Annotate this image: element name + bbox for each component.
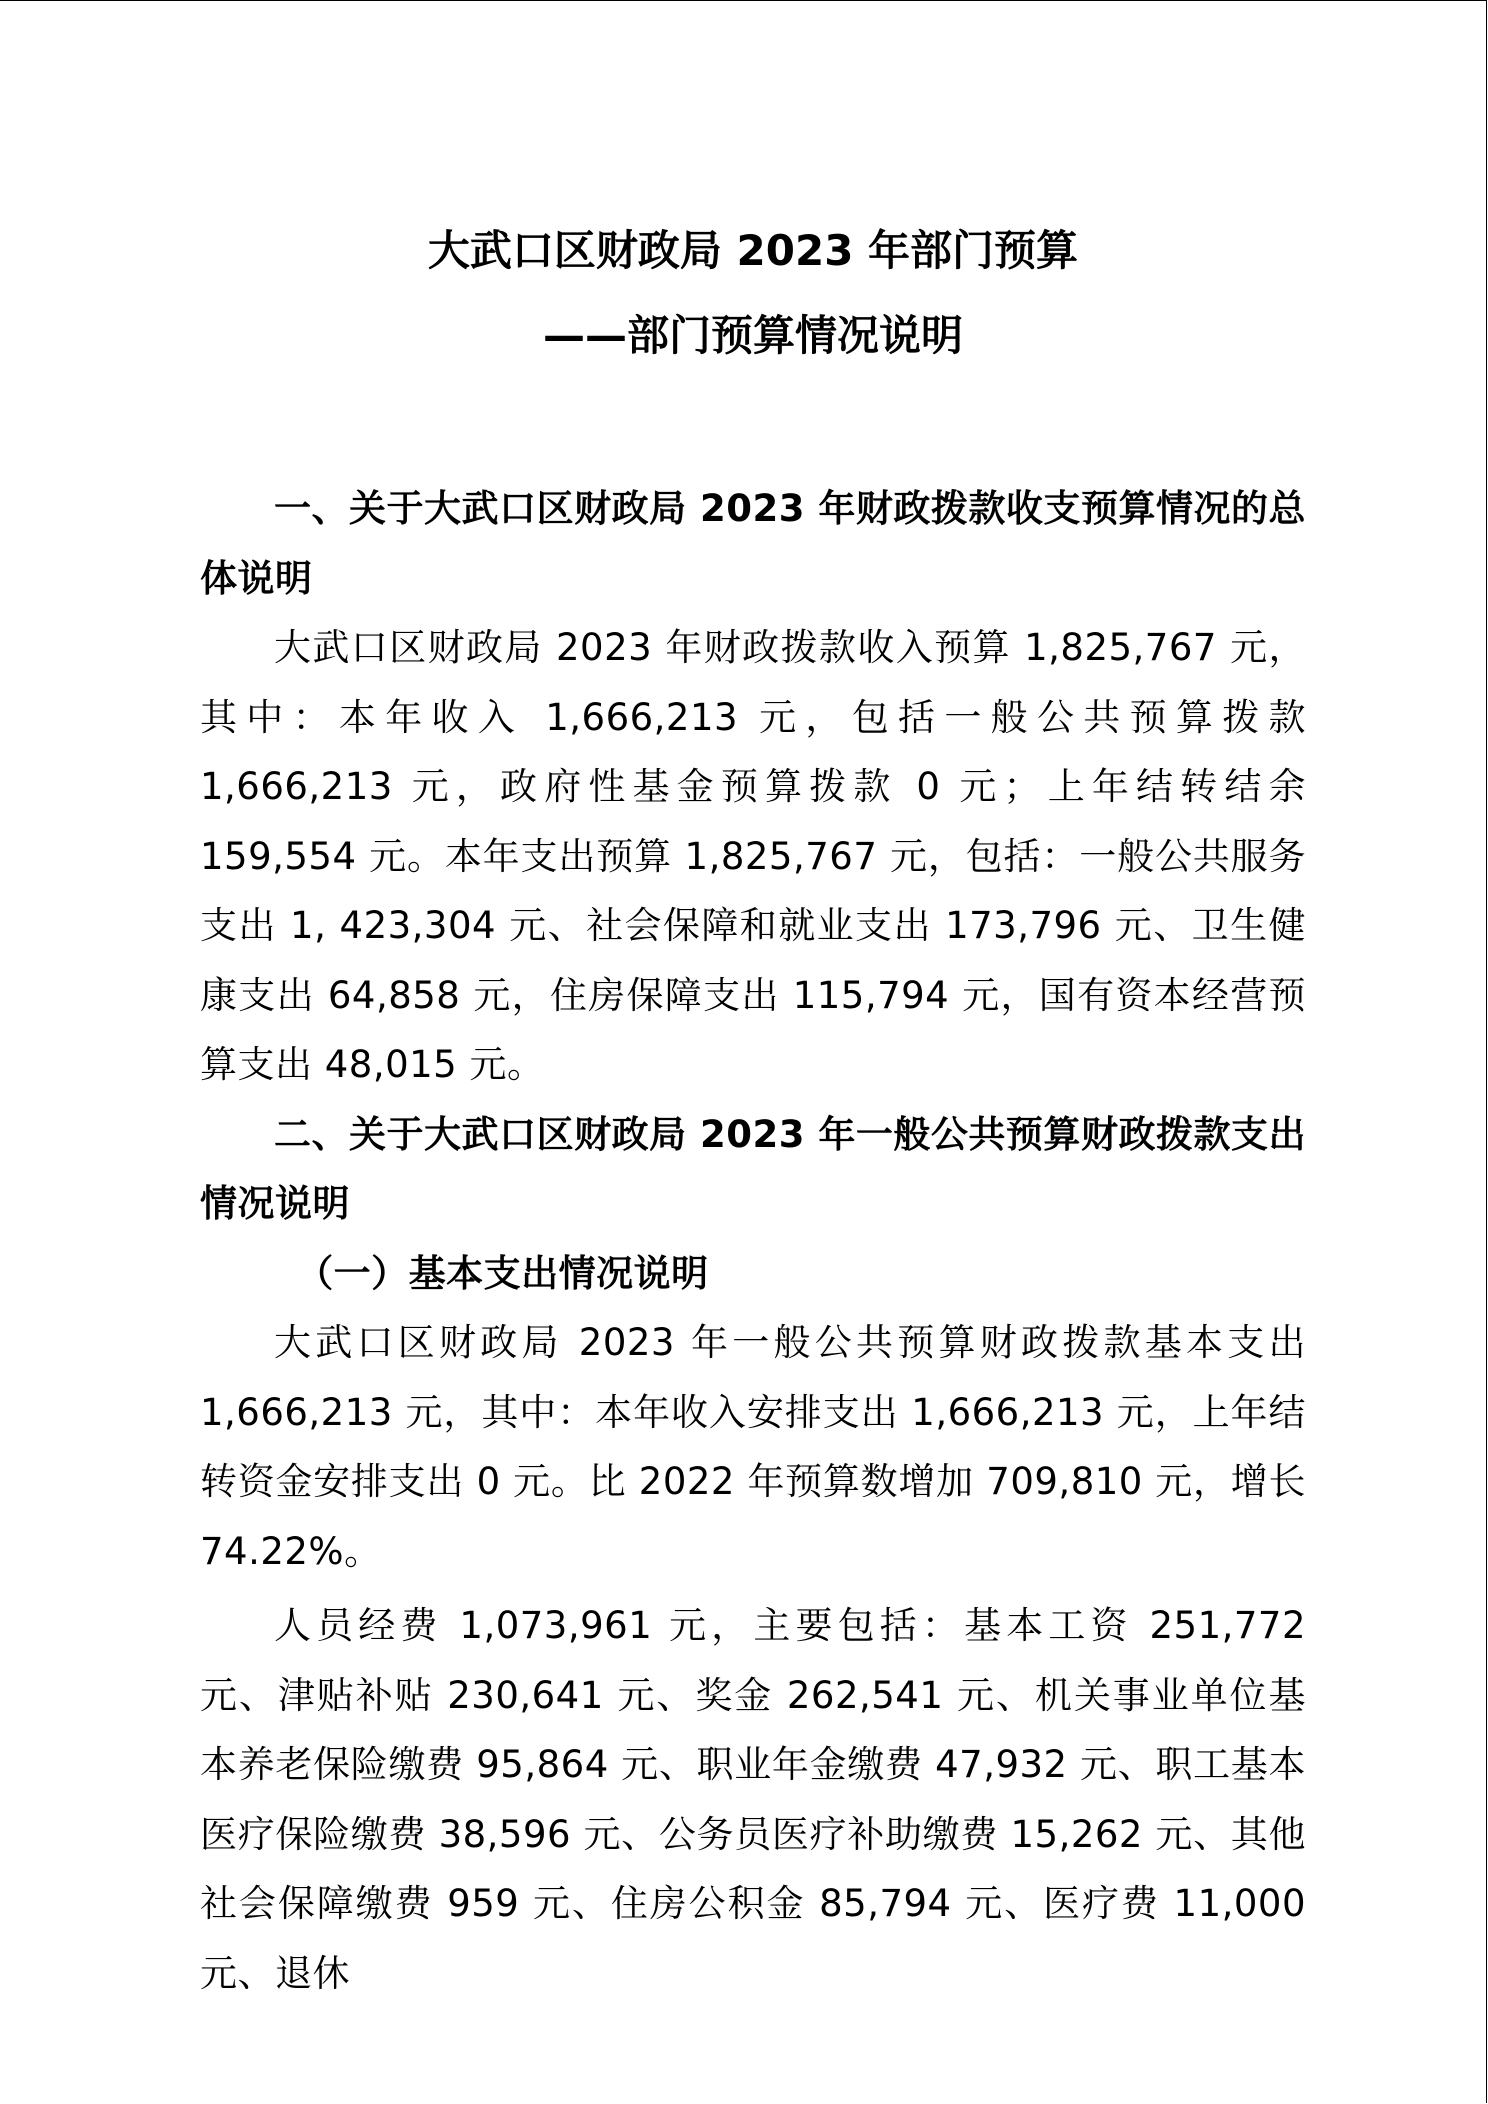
document-subtitle: ——部门预算情况说明	[542, 311, 963, 360]
document-content	[200, 221, 1306, 2008]
section-1-paragraph: 大武口区财政局 2023 年财政拨款收入预算 1,825,767 元，其中：本年收入 1,666,213 元，包括一般公共预算拨款 1,666,213 元，政府性基金预算拨款 0 元；上年结转结余 159,554 元。本年支出预算 1,825,767 元，包括：一般公共服务支出 1, 423,304 元、社会保障和就业支出 173,796 元、卫生健康支出 64,858 元，住房保障支出 115,794 元，国有资本经营预算支出 48,015 元。	[200, 626, 1306, 1086]
subsection-1-heading: （一）基本支出情况说明	[296, 1251, 709, 1295]
document-title: 大武口区财政局 2023 年部门预算	[427, 226, 1079, 275]
section-1-heading: 一、关于大武口区财政局 2023 年财政拨款收支预算情况的总体说明	[200, 487, 1306, 600]
subsection-1-paragraph: 大武口区财政局 2023 年一般公共预算财政拨款基本支出 1,666,213 元，其中：本年收入安排支出 1,666,213 元，上年结转资金安排支出 0 元。比 2022 年预算数增加 709,810 元，增长 74.22%。	[200, 1321, 1306, 1573]
section-2-heading: 二、关于大武口区财政局 2023 年一般公共预算财政拨款支出情况说明	[200, 1112, 1306, 1225]
personnel-expenses-paragraph: 人员经费 1,073,961 元，主要包括：基本工资 251,772 元、津贴补贴 230,641 元、奖金 262,541 元、机关事业单位基本养老保险缴费 95,864 元、职业年金缴费 47,932 元、职工基本医疗保险缴费 38,596 元、公务员医疗补助缴费 15,262 元、其他社会保障缴费 959 元、住房公积金 85,794 元、医疗费 11,000 元、退休	[200, 1604, 1306, 1995]
